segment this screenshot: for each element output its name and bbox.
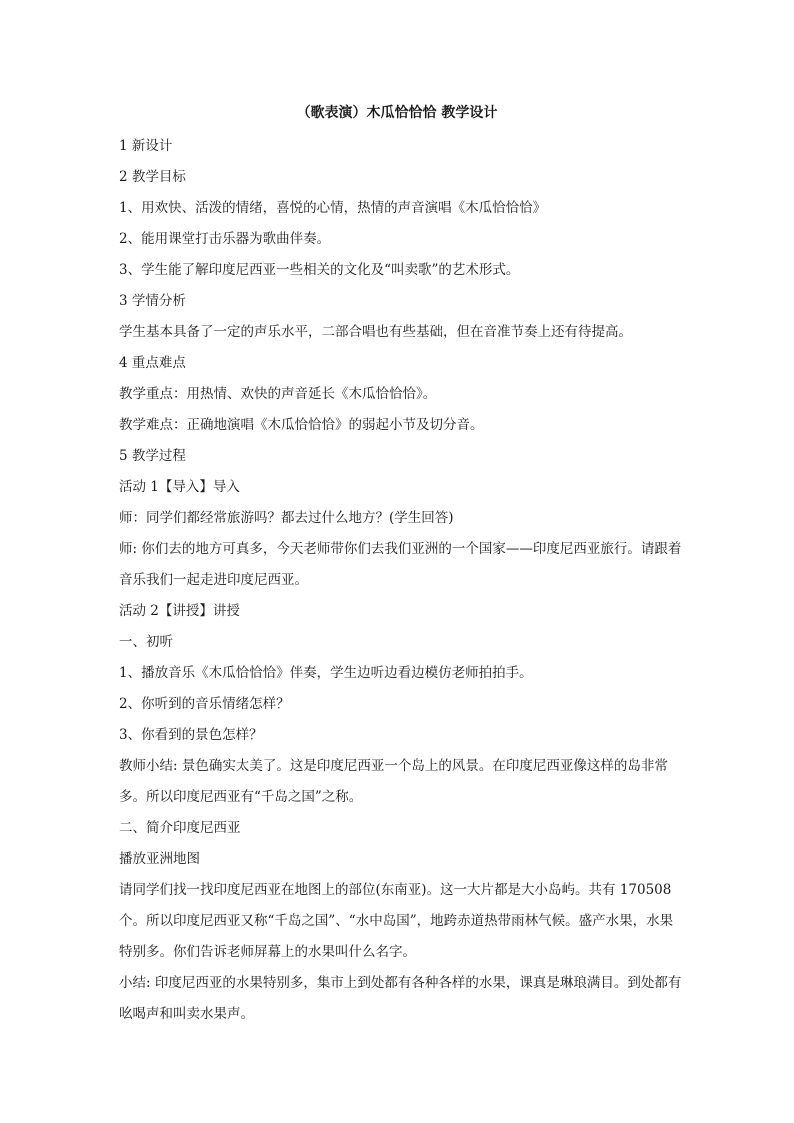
activity-1-heading: 活动 1【导入】导入 (119, 479, 240, 495)
heading-key-points: 4 重点难点 (119, 355, 186, 371)
section-first-listen: 一、初听 (119, 634, 173, 650)
heading-teaching-goals: 2 教学目标 (119, 169, 186, 185)
key-point-text: 教学重点：用热情、欢快的声音延长《木瓜恰恰恰》。 (119, 386, 437, 402)
teacher-question: 师：同学们都经常旅游吗？都去过什么地方？(学生回答) (119, 510, 454, 526)
goal-item-2: 2、能用课堂打击乐器为歌曲伴奏。 (119, 231, 331, 247)
goal-item-1: 1、用欢快、活泼的情绪，喜悦的心情，热情的声音演唱《木瓜恰恰恰》 (119, 200, 547, 216)
listen-step-1: 1、播放音乐《木瓜恰恰恰》伴奏，学生边听边看边模仿老师拍拍手。 (119, 665, 533, 681)
goal-item-3: 3、学生能了解印度尼西亚一些相关的文化及“叫卖歌”的艺术形式。 (119, 262, 520, 278)
heading-new-design: 1 新设计 (119, 138, 173, 154)
document-body (119, 131, 685, 1030)
heading-student-analysis: 3 学情分析 (119, 293, 186, 309)
heading-teaching-process: 5 教学过程 (119, 448, 186, 464)
listen-step-3: 3、你看到的景色怎样？ (119, 727, 263, 743)
difficult-point-text: 教学难点：正确地演唱《木瓜恰恰恰》的弱起小节及切分音。 (119, 417, 484, 433)
activity-2-heading: 活动 2【讲授】讲授 (119, 603, 240, 619)
play-asia-map: 播放亚洲地图 (119, 851, 200, 867)
teacher-summary-1: 教师小结: 景色确实太美了。这是印度尼西亚一个岛上的风景。在印度尼西亚像这样的岛非常多。所以印度尼西亚有“千岛之国”之称。 (119, 758, 668, 805)
summary-fruits: 小结: 印度尼西亚的水果特别多，集市上到处都有各种各样的水果，课真是琳琅满目。到处都有吆喝声和叫卖水果声。 (119, 975, 682, 1022)
section-indonesia-intro: 二、简介印度尼西亚 (119, 820, 241, 836)
document-title: （歌表演）木瓜恰恰恰 教学设计 (296, 105, 498, 121)
find-indonesia-text: 请同学们找一找印度尼西亚在地图上的部位(东南亚)。这一大片都是大小岛屿。共有 170508 个。所以印度尼西亚又称“千岛之国”、“水中岛国”，地跨赤道热带雨林气候。盛产水果，水果特别多。你们告诉老师屏幕上的水果叫什么名字。 (119, 882, 674, 960)
listen-step-2: 2、你听到的音乐情绪怎样？ (119, 696, 290, 712)
teacher-intro: 师: 你们去的地方可真多，今天老师带你们去我们亚洲的一个国家——印度尼西亚旅行。请跟着音乐我们一起走进印度尼西亚。 (119, 541, 682, 588)
student-analysis-text: 学生基本具备了一定的声乐水平，二部合唱也有些基础，但在音准节奏上还有待提高。 (119, 324, 632, 340)
